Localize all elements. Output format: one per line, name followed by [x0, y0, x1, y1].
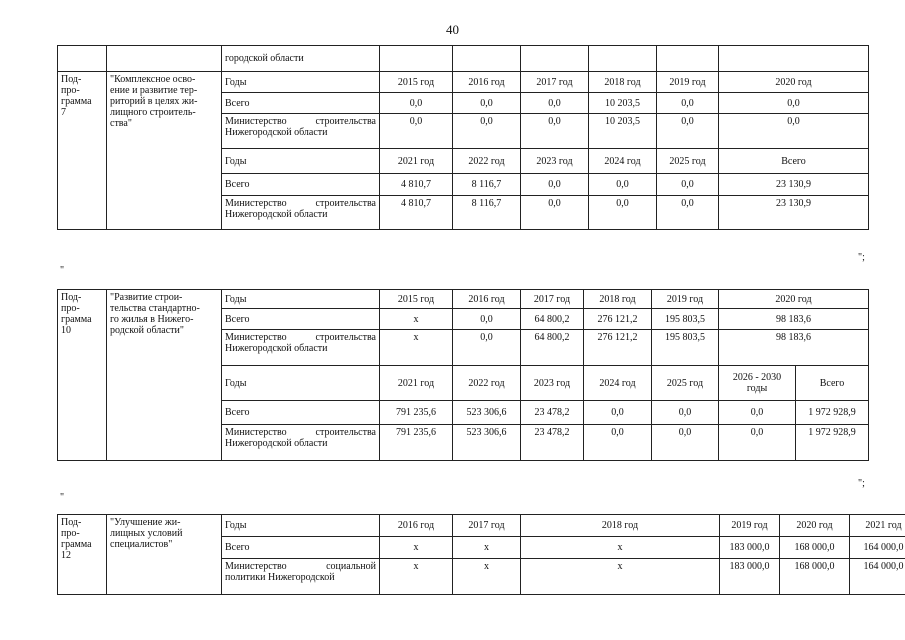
table-cell: 276 121,2 [584, 330, 652, 366]
table-cell: 195 803,5 [652, 309, 719, 330]
table-cell: 2024 год [589, 149, 657, 174]
table-cell: 0,0 [380, 93, 453, 114]
subprogram-name: "Комплексное осво- ение и развитие тер- риторий в целях жи- лищного строитель- ства" [107, 72, 222, 230]
table-cell: x [521, 537, 720, 559]
table-subprogram-10 [57, 289, 869, 461]
table-cell: 183 000,0 [720, 559, 780, 595]
table-cell: 2026 - 2030 годы [719, 366, 796, 401]
table-cell: 2022 год [453, 366, 521, 401]
table-cell: 0,0 [657, 93, 719, 114]
row-label: Всего [222, 174, 380, 196]
table-cell: 195 803,5 [652, 330, 719, 366]
table-cell: 2021 год [850, 515, 905, 537]
table-cell: 0,0 [521, 196, 589, 230]
row-label: Министерство строительства Нижегородской области [222, 114, 380, 149]
table-cell: 0,0 [584, 425, 652, 461]
table-cell: 276 121,2 [584, 309, 652, 330]
table-cell: 2023 год [521, 366, 584, 401]
table-cell: 2019 год [720, 515, 780, 537]
row-label: Всего [222, 401, 380, 425]
table-cell: 791 235,6 [380, 425, 453, 461]
page-number: 40 [446, 22, 459, 37]
row-label: городской области [222, 46, 380, 72]
table-cell: 2016 год [453, 72, 521, 93]
table-cell: 10 203,5 [589, 114, 657, 149]
table-cell: 523 306,6 [453, 401, 521, 425]
table-subprogram-7 [57, 45, 869, 230]
table-cell: 0,0 [719, 114, 869, 149]
table-cell: 2021 год [380, 366, 453, 401]
table-cell: 2018 год [589, 72, 657, 93]
table-cell: 0,0 [719, 401, 796, 425]
table-cell: 0,0 [657, 174, 719, 196]
table-cell: Всего [719, 149, 869, 174]
row-label: Годы [222, 72, 380, 93]
table-cell: 2020 год [780, 515, 850, 537]
table-cell: 98 183,6 [719, 309, 869, 330]
row-label: Всего [222, 309, 380, 330]
table-cell: 0,0 [521, 114, 589, 149]
table-cell: 1 972 928,9 [796, 401, 869, 425]
table-cell: 2023 год [521, 149, 589, 174]
table-cell: 23 478,2 [521, 425, 584, 461]
subprogram-number: Под- про- грамма 7 [58, 72, 107, 230]
table-cell: 23 130,9 [719, 174, 869, 196]
table-cell: x [453, 559, 521, 595]
table-cell: 791 235,6 [380, 401, 453, 425]
table-cell: 164 000,0 [850, 559, 905, 595]
table-cell: 2021 год [380, 149, 453, 174]
table-subprogram-12 [57, 514, 905, 595]
table-cell: 0,0 [657, 114, 719, 149]
table-cell: 2018 год [584, 290, 652, 309]
table-cell: 2017 год [521, 72, 589, 93]
table-cell: 2025 год [657, 149, 719, 174]
table-cell: 2015 год [380, 72, 453, 93]
table-cell: 0,0 [589, 196, 657, 230]
closing-quote: "; [858, 478, 865, 489]
table-cell: 0,0 [521, 174, 589, 196]
subprogram-name: "Развитие строи- тельства стандартно- го жилья в Нижего- родской области" [107, 290, 222, 461]
table-cell: 2022 год [453, 149, 521, 174]
table-cell: 2020 год [719, 290, 869, 309]
table-cell: 4 810,7 [380, 196, 453, 230]
subprogram-number: Под- про- грамма 12 [58, 515, 107, 595]
table-cell: x [521, 559, 720, 595]
table-cell: 168 000,0 [780, 559, 850, 595]
subprogram-number: Под- про- грамма 10 [58, 290, 107, 461]
row-label: Министерство социальной политики Нижегородской [222, 559, 380, 595]
table-cell: 164 000,0 [850, 537, 905, 559]
table-cell: x [380, 330, 453, 366]
table-cell: 2019 год [652, 290, 719, 309]
table-cell: 2016 год [380, 515, 453, 537]
table-cell: 8 116,7 [453, 196, 521, 230]
table-row [58, 290, 869, 309]
table-cell: 2019 год [657, 72, 719, 93]
table-cell: 2024 год [584, 366, 652, 401]
table-cell: 0,0 [453, 114, 521, 149]
table-cell: 64 800,2 [521, 330, 584, 366]
table-cell: 523 306,6 [453, 425, 521, 461]
table-cell: 0,0 [453, 93, 521, 114]
table-cell: 23 130,9 [719, 196, 869, 230]
table-cell: Всего [796, 366, 869, 401]
table-cell: 2018 год [521, 515, 720, 537]
row-label: Годы [222, 515, 380, 537]
table-cell: 2020 год [719, 72, 869, 93]
row-label: Всего [222, 537, 380, 559]
table-cell: x [380, 537, 453, 559]
closing-quote: "; [858, 252, 865, 263]
row-label: Министерство строительства Нижегородской области [222, 330, 380, 366]
subprogram-name: "Улучшение жи- лищных условий специалистов" [107, 515, 222, 595]
table-cell: 0,0 [521, 93, 589, 114]
table-cell: 64 800,2 [521, 309, 584, 330]
table-cell: 2017 год [453, 515, 521, 537]
table-cell: 23 478,2 [521, 401, 584, 425]
row-label: Годы [222, 149, 380, 174]
table-cell: 2016 год [453, 290, 521, 309]
table-cell: 0,0 [589, 174, 657, 196]
table-cell: 2025 год [652, 366, 719, 401]
table-cell: x [380, 309, 453, 330]
row-label: Министерство строительства Нижегородской области [222, 196, 380, 230]
row-label: Годы [222, 366, 380, 401]
table-cell: 0,0 [719, 93, 869, 114]
opening-quote: " [60, 265, 65, 276]
table-cell: 168 000,0 [780, 537, 850, 559]
row-label: Годы [222, 290, 380, 309]
table-cell: 0,0 [652, 425, 719, 461]
row-label: Министерство строительства Нижегородской области [222, 425, 380, 461]
table-row [58, 515, 905, 537]
table-cell: 10 203,5 [589, 93, 657, 114]
table-cell: 0,0 [380, 114, 453, 149]
table-cell: 2015 год [380, 290, 453, 309]
table-cell: 0,0 [584, 401, 652, 425]
table-row [58, 46, 869, 72]
table-cell: 183 000,0 [720, 537, 780, 559]
table-row [58, 72, 869, 93]
table-cell: 0,0 [657, 196, 719, 230]
table-cell: 98 183,6 [719, 330, 869, 366]
table-cell: 0,0 [719, 425, 796, 461]
table-cell: x [380, 559, 453, 595]
table-cell: x [453, 537, 521, 559]
table-cell: 0,0 [652, 401, 719, 425]
table-cell: 2017 год [521, 290, 584, 309]
table-cell: 0,0 [453, 309, 521, 330]
table-cell: 0,0 [453, 330, 521, 366]
table-cell: 8 116,7 [453, 174, 521, 196]
row-label: Всего [222, 93, 380, 114]
opening-quote: " [60, 492, 65, 503]
table-cell: 4 810,7 [380, 174, 453, 196]
table-cell: 1 972 928,9 [796, 425, 869, 461]
